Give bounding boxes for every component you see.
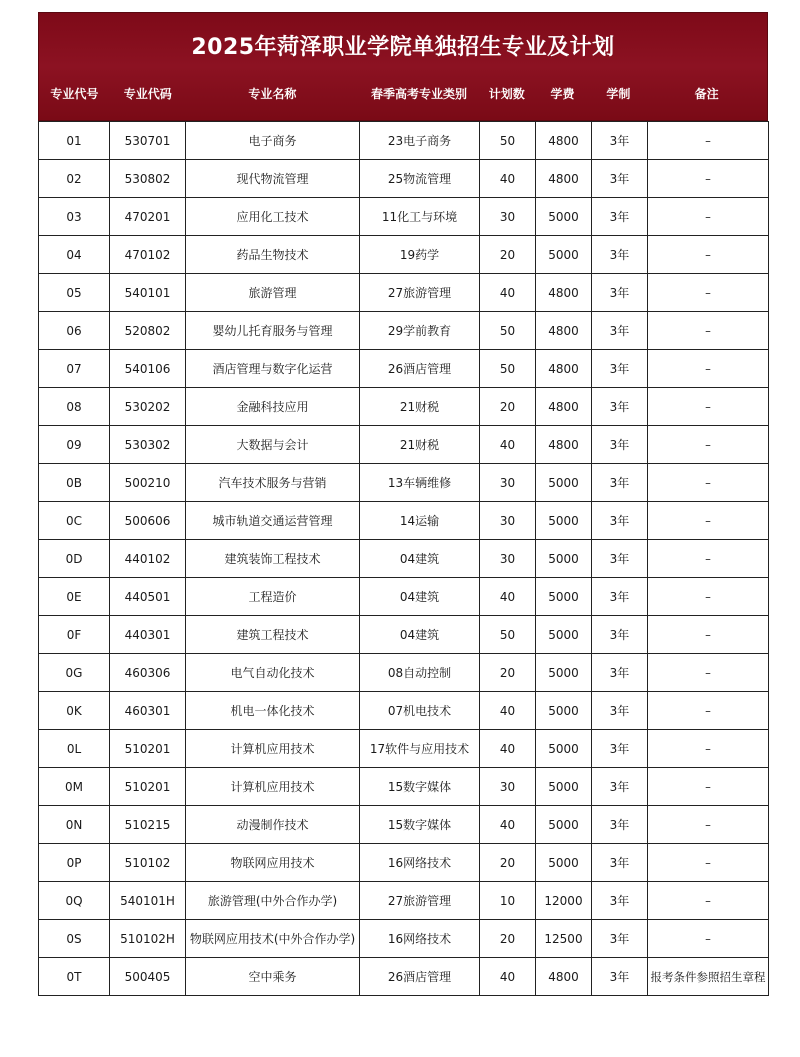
cell-major-code: 510201 xyxy=(110,730,186,768)
cell-major-name: 机电一体化技术 xyxy=(186,692,360,730)
cell-major-code: 520802 xyxy=(110,312,186,350)
table-row xyxy=(39,920,769,958)
cell-major-code: 440301 xyxy=(110,616,186,654)
cell-major-name: 大数据与会计 xyxy=(186,426,360,464)
cell-major-id: 01 xyxy=(39,122,110,160)
cell-tuition: 4800 xyxy=(536,388,592,426)
table-row xyxy=(39,388,769,426)
table-row xyxy=(39,160,769,198)
cell-exam-category: 19药学 xyxy=(360,236,480,274)
cell-plan-count: 50 xyxy=(480,122,536,160)
cell-major-id: 05 xyxy=(39,274,110,312)
cell-plan-count: 20 xyxy=(480,920,536,958)
cell-plan-count: 30 xyxy=(480,768,536,806)
cell-exam-category: 08自动控制 xyxy=(360,654,480,692)
cell-plan-count: 40 xyxy=(480,730,536,768)
cell-duration: 3年 xyxy=(592,920,648,958)
cell-duration: 3年 xyxy=(592,350,648,388)
cell-major-name: 婴幼儿托育服务与管理 xyxy=(186,312,360,350)
cell-major-id: 0Q xyxy=(39,882,110,920)
cell-exam-category: 16网络技术 xyxy=(360,920,480,958)
cell-major-id: 03 xyxy=(39,198,110,236)
table-row xyxy=(39,122,769,160)
column-header-row xyxy=(39,85,767,102)
cell-plan-count: 50 xyxy=(480,616,536,654)
cell-major-id: 0E xyxy=(39,578,110,616)
cell-major-code: 440102 xyxy=(110,540,186,578)
cell-major-name: 药品生物技术 xyxy=(186,236,360,274)
cell-remark: – xyxy=(648,844,769,882)
cell-duration: 3年 xyxy=(592,692,648,730)
cell-remark: – xyxy=(648,882,769,920)
cell-tuition: 5000 xyxy=(536,654,592,692)
cell-remark: – xyxy=(648,350,769,388)
cell-plan-count: 30 xyxy=(480,540,536,578)
cell-major-code: 510102 xyxy=(110,844,186,882)
cell-major-name: 物联网应用技术 xyxy=(186,844,360,882)
cell-major-id: 0S xyxy=(39,920,110,958)
cell-major-name: 建筑工程技术 xyxy=(186,616,360,654)
column-header-remark: 备注 xyxy=(694,87,719,101)
cell-major-id: 0F xyxy=(39,616,110,654)
cell-remark: – xyxy=(648,312,769,350)
cell-major-code: 510201 xyxy=(110,768,186,806)
cell-tuition: 4800 xyxy=(536,350,592,388)
table-row xyxy=(39,844,769,882)
cell-exam-category: 15数字媒体 xyxy=(360,806,480,844)
admission-plan-table xyxy=(38,121,769,996)
cell-exam-category: 29学前教育 xyxy=(360,312,480,350)
cell-remark: – xyxy=(648,616,769,654)
cell-remark: – xyxy=(648,730,769,768)
cell-tuition: 4800 xyxy=(536,274,592,312)
cell-tuition: 4800 xyxy=(536,426,592,464)
column-header-tuition: 学费 xyxy=(550,87,575,101)
cell-duration: 3年 xyxy=(592,540,648,578)
table-row xyxy=(39,198,769,236)
cell-major-id: 08 xyxy=(39,388,110,426)
table-row xyxy=(39,312,769,350)
cell-plan-count: 20 xyxy=(480,236,536,274)
cell-tuition: 5000 xyxy=(536,464,592,502)
cell-plan-count: 40 xyxy=(480,426,536,464)
cell-major-name: 金融科技应用 xyxy=(186,388,360,426)
cell-major-name: 现代物流管理 xyxy=(186,160,360,198)
cell-remark: – xyxy=(648,502,769,540)
cell-major-code: 470102 xyxy=(110,236,186,274)
cell-major-name: 物联网应用技术(中外合作办学) xyxy=(186,920,360,958)
page-title: 2025年菏泽职业学院单独招生专业及计划 xyxy=(191,35,615,60)
cell-exam-category: 26酒店管理 xyxy=(360,958,480,996)
cell-tuition: 4800 xyxy=(536,160,592,198)
cell-major-code: 510102H xyxy=(110,920,186,958)
cell-plan-count: 20 xyxy=(480,844,536,882)
cell-major-id: 0G xyxy=(39,654,110,692)
table-row xyxy=(39,692,769,730)
column-header-major-id: 专业代号 xyxy=(50,87,99,101)
cell-major-name: 应用化工技术 xyxy=(186,198,360,236)
cell-major-id: 02 xyxy=(39,160,110,198)
table-row xyxy=(39,882,769,920)
cell-exam-category: 15数字媒体 xyxy=(360,768,480,806)
cell-exam-category: 17软件与应用技术 xyxy=(360,730,480,768)
table-row xyxy=(39,768,769,806)
cell-major-code: 530302 xyxy=(110,426,186,464)
table-row xyxy=(39,540,769,578)
cell-major-name: 工程造价 xyxy=(186,578,360,616)
column-header-duration: 学制 xyxy=(606,87,631,101)
cell-tuition: 12000 xyxy=(536,882,592,920)
cell-remark: – xyxy=(648,426,769,464)
cell-exam-category: 04建筑 xyxy=(360,578,480,616)
cell-remark: – xyxy=(648,578,769,616)
cell-tuition: 5000 xyxy=(536,540,592,578)
cell-major-id: 0M xyxy=(39,768,110,806)
cell-exam-category: 04建筑 xyxy=(360,540,480,578)
cell-remark: – xyxy=(648,806,769,844)
cell-tuition: 5000 xyxy=(536,730,592,768)
cell-tuition: 5000 xyxy=(536,616,592,654)
cell-exam-category: 21财税 xyxy=(360,388,480,426)
cell-plan-count: 20 xyxy=(480,388,536,426)
cell-tuition: 5000 xyxy=(536,198,592,236)
cell-major-code: 440501 xyxy=(110,578,186,616)
cell-duration: 3年 xyxy=(592,958,648,996)
cell-exam-category: 27旅游管理 xyxy=(360,274,480,312)
cell-exam-category: 16网络技术 xyxy=(360,844,480,882)
cell-major-name: 酒店管理与数字化运营 xyxy=(186,350,360,388)
cell-duration: 3年 xyxy=(592,198,648,236)
cell-major-id: 0P xyxy=(39,844,110,882)
cell-plan-count: 40 xyxy=(480,274,536,312)
cell-major-name: 旅游管理 xyxy=(186,274,360,312)
cell-plan-count: 50 xyxy=(480,350,536,388)
cell-major-id: 0L xyxy=(39,730,110,768)
cell-exam-category: 11化工与环境 xyxy=(360,198,480,236)
cell-duration: 3年 xyxy=(592,236,648,274)
cell-exam-category: 04建筑 xyxy=(360,616,480,654)
cell-remark: – xyxy=(648,388,769,426)
cell-exam-category: 14运输 xyxy=(360,502,480,540)
cell-remark: – xyxy=(648,920,769,958)
cell-duration: 3年 xyxy=(592,768,648,806)
cell-duration: 3年 xyxy=(592,654,648,692)
cell-major-code: 500210 xyxy=(110,464,186,502)
cell-major-code: 530701 xyxy=(110,122,186,160)
cell-major-name: 汽车技术服务与营销 xyxy=(186,464,360,502)
cell-remark: – xyxy=(648,768,769,806)
cell-major-code: 500405 xyxy=(110,958,186,996)
cell-duration: 3年 xyxy=(592,464,648,502)
column-header-exam-category: 春季高考专业类别 xyxy=(370,87,467,101)
cell-exam-category: 25物流管理 xyxy=(360,160,480,198)
header-banner xyxy=(38,12,768,121)
cell-duration: 3年 xyxy=(592,426,648,464)
cell-major-name: 城市轨道交通运营管理 xyxy=(186,502,360,540)
cell-remark: – xyxy=(648,198,769,236)
cell-major-id: 06 xyxy=(39,312,110,350)
cell-major-id: 0N xyxy=(39,806,110,844)
admission-plan-sheet xyxy=(38,12,768,996)
cell-tuition: 5000 xyxy=(536,806,592,844)
cell-major-code: 540106 xyxy=(110,350,186,388)
cell-plan-count: 30 xyxy=(480,502,536,540)
table-row xyxy=(39,730,769,768)
cell-duration: 3年 xyxy=(592,806,648,844)
cell-plan-count: 40 xyxy=(480,692,536,730)
cell-duration: 3年 xyxy=(592,882,648,920)
cell-tuition: 5000 xyxy=(536,578,592,616)
cell-remark: – xyxy=(648,236,769,274)
table-row xyxy=(39,464,769,502)
table-row xyxy=(39,274,769,312)
table-row xyxy=(39,654,769,692)
cell-major-code: 500606 xyxy=(110,502,186,540)
table-row xyxy=(39,616,769,654)
table-row xyxy=(39,236,769,274)
column-header-major-name: 专业名称 xyxy=(248,87,297,101)
cell-duration: 3年 xyxy=(592,312,648,350)
cell-tuition: 4800 xyxy=(536,122,592,160)
cell-tuition: 5000 xyxy=(536,236,592,274)
cell-duration: 3年 xyxy=(592,122,648,160)
cell-major-id: 0C xyxy=(39,502,110,540)
cell-major-name: 建筑装饰工程技术 xyxy=(186,540,360,578)
table-row xyxy=(39,350,769,388)
table-row xyxy=(39,806,769,844)
cell-tuition: 4800 xyxy=(536,958,592,996)
cell-major-name: 计算机应用技术 xyxy=(186,768,360,806)
column-header-major-code: 专业代码 xyxy=(123,87,172,101)
table-row xyxy=(39,426,769,464)
cell-exam-category: 13车辆维修 xyxy=(360,464,480,502)
cell-remark: 报考条件参照招生章程 xyxy=(648,958,769,996)
cell-major-id: 0T xyxy=(39,958,110,996)
cell-major-id: 07 xyxy=(39,350,110,388)
cell-tuition: 5000 xyxy=(536,692,592,730)
cell-duration: 3年 xyxy=(592,616,648,654)
cell-duration: 3年 xyxy=(592,388,648,426)
cell-tuition: 5000 xyxy=(536,502,592,540)
column-header-plan-count: 计划数 xyxy=(488,87,525,101)
cell-exam-category: 23电子商务 xyxy=(360,122,480,160)
cell-plan-count: 40 xyxy=(480,806,536,844)
cell-major-code: 530202 xyxy=(110,388,186,426)
cell-plan-count: 40 xyxy=(480,578,536,616)
cell-major-name: 动漫制作技术 xyxy=(186,806,360,844)
cell-plan-count: 20 xyxy=(480,654,536,692)
cell-major-code: 470201 xyxy=(110,198,186,236)
cell-exam-category: 07机电技术 xyxy=(360,692,480,730)
cell-duration: 3年 xyxy=(592,274,648,312)
cell-major-id: 04 xyxy=(39,236,110,274)
cell-major-name: 电子商务 xyxy=(186,122,360,160)
cell-remark: – xyxy=(648,692,769,730)
cell-duration: 3年 xyxy=(592,578,648,616)
cell-major-name: 空中乘务 xyxy=(186,958,360,996)
table-row xyxy=(39,578,769,616)
cell-plan-count: 30 xyxy=(480,198,536,236)
cell-major-name: 电气自动化技术 xyxy=(186,654,360,692)
cell-plan-count: 40 xyxy=(480,160,536,198)
cell-tuition: 5000 xyxy=(536,768,592,806)
cell-exam-category: 27旅游管理 xyxy=(360,882,480,920)
cell-major-code: 540101H xyxy=(110,882,186,920)
cell-remark: – xyxy=(648,464,769,502)
cell-plan-count: 10 xyxy=(480,882,536,920)
cell-tuition: 12500 xyxy=(536,920,592,958)
cell-remark: – xyxy=(648,654,769,692)
cell-plan-count: 50 xyxy=(480,312,536,350)
cell-major-code: 460306 xyxy=(110,654,186,692)
cell-duration: 3年 xyxy=(592,844,648,882)
cell-tuition: 4800 xyxy=(536,312,592,350)
cell-duration: 3年 xyxy=(592,502,648,540)
cell-major-code: 530802 xyxy=(110,160,186,198)
cell-major-name: 旅游管理(中外合作办学) xyxy=(186,882,360,920)
cell-major-id: 0K xyxy=(39,692,110,730)
cell-plan-count: 30 xyxy=(480,464,536,502)
cell-plan-count: 40 xyxy=(480,958,536,996)
cell-duration: 3年 xyxy=(592,730,648,768)
table-row xyxy=(39,502,769,540)
cell-major-id: 0D xyxy=(39,540,110,578)
table-row xyxy=(39,958,769,996)
cell-duration: 3年 xyxy=(592,160,648,198)
cell-remark: – xyxy=(648,122,769,160)
cell-tuition: 5000 xyxy=(536,844,592,882)
cell-remark: – xyxy=(648,160,769,198)
cell-major-id: 09 xyxy=(39,426,110,464)
cell-major-code: 540101 xyxy=(110,274,186,312)
cell-major-code: 460301 xyxy=(110,692,186,730)
cell-major-name: 计算机应用技术 xyxy=(186,730,360,768)
cell-exam-category: 21财税 xyxy=(360,426,480,464)
cell-major-code: 510215 xyxy=(110,806,186,844)
cell-remark: – xyxy=(648,274,769,312)
cell-major-id: 0B xyxy=(39,464,110,502)
cell-remark: – xyxy=(648,540,769,578)
cell-exam-category: 26酒店管理 xyxy=(360,350,480,388)
